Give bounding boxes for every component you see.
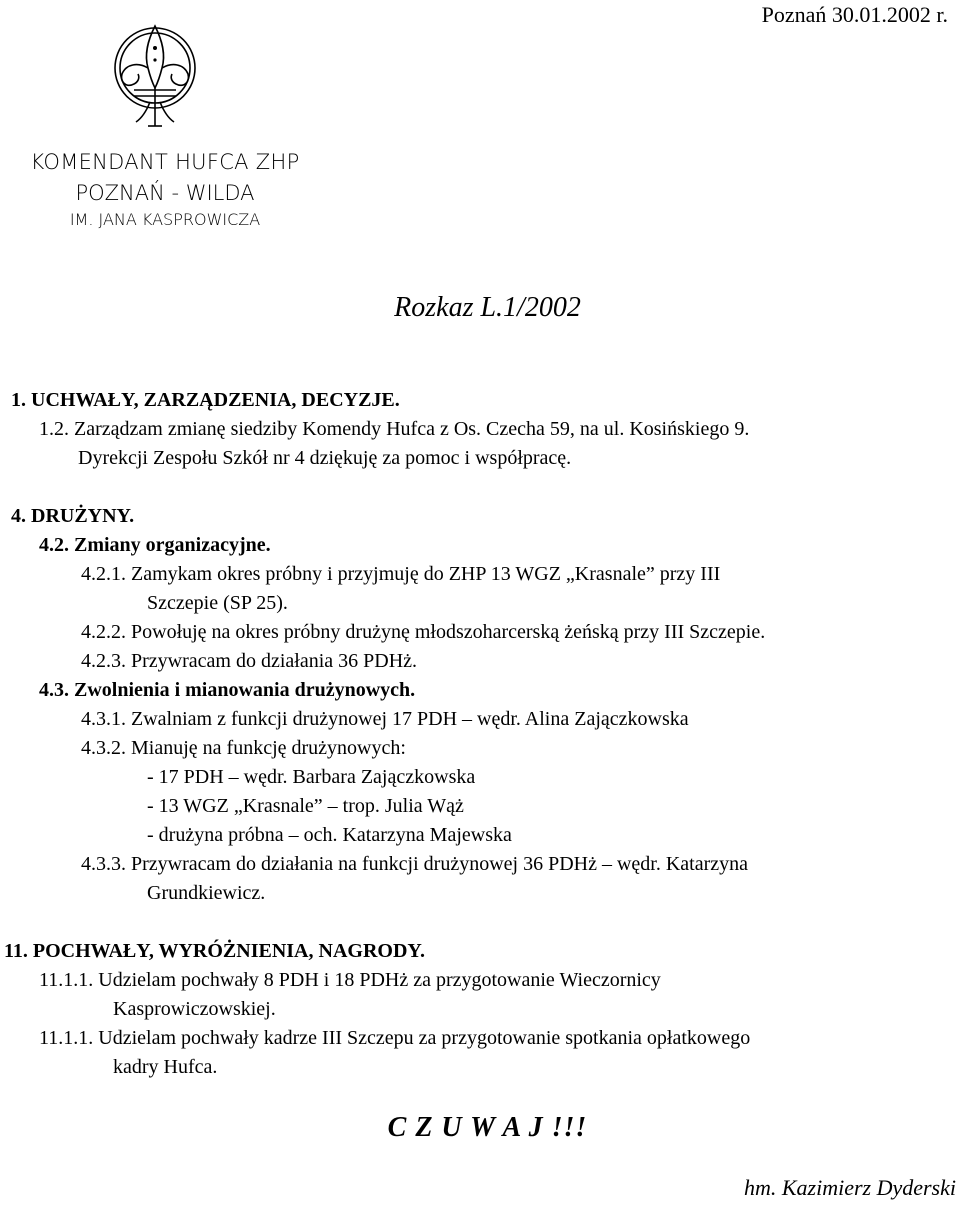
scout-lily-logo-icon	[112, 18, 198, 134]
paragraph-11-1-line1: 11.1.1. Udzielam pochwały 8 PDH i 18 PDHż za przygotowanie Wieczornicy	[39, 969, 661, 991]
paragraph-11-1-line2: Kasprowiczowskiej.	[113, 998, 276, 1020]
section-heading-4: 4. DRUŻYNY.	[11, 505, 135, 527]
appointment-item: - drużyna próbna – och. Katarzyna Majewska	[147, 824, 512, 846]
subsection-4-3: 4.3. Zwolnienia i mianowania drużynowych.	[39, 679, 416, 701]
org-name-line3: IM. JANA KASPROWICZA	[69, 210, 261, 229]
paragraph-4-3-3-line1: 4.3.3. Przywracam do działania na funkcji drużynowej 36 PDHż – wędr. Katarzyna	[81, 853, 749, 875]
paragraph-4-2-1-line1: 4.2.1. Zamykam okres próbny i przyjmuję do ZHP 13 WGZ „Krasnale” przy III	[81, 563, 721, 585]
appointment-item: - 13 WGZ „Krasnale” – trop. Julia Wąż	[147, 795, 464, 817]
closing-greeting: C Z U W A J !!!	[387, 1112, 588, 1143]
paragraph-11-2-line2: kadry Hufca.	[113, 1056, 218, 1078]
org-name-line1: KOMENDANT HUFCA ZHP	[30, 150, 300, 174]
section-heading-1: 1. UCHWAŁY, ZARZĄDZENIA, DECYZJE.	[11, 389, 400, 411]
order-title: Rozkaz L.1/2002	[394, 292, 581, 323]
paragraph-4-3-1: 4.3.1. Zwalniam z funkcji drużynowej 17 PDH – wędr. Alina Zajączkowska	[81, 708, 689, 730]
subsection-4-2-text: 4.2. Zmiany organizacyjne.	[39, 534, 271, 556]
subsection-4-2	[39, 534, 271, 557]
section-heading-11: 11. POCHWAŁY, WYRÓŻNIENIA, NAGRODY.	[4, 940, 425, 962]
paragraph-4-2-1-line2: Szczepie (SP 25).	[147, 592, 288, 614]
document-date: Poznań 30.01.2002 r.	[761, 2, 948, 27]
paragraph-4-3-3-line2: Grundkiewicz.	[147, 882, 266, 904]
paragraph-11-2-line1: 11.1.1. Udzielam pochwały kadrze III Szczepu za przygotowanie spotkania opłatkowego	[39, 1027, 751, 1049]
org-name-line2: POZNAŃ - WILDA	[75, 181, 255, 205]
paragraph-1-2-line2: Dyrekcji Zespołu Szkół nr 4 dziękuję za pomoc i współpracę.	[78, 447, 572, 469]
signature: hm. Kazimierz Dyderski	[743, 1175, 956, 1200]
paragraph-4-3-2: 4.3.2. Mianuję na funkcję drużynowych:	[81, 737, 406, 759]
paragraph-4-2-3: 4.2.3. Przywracam do działania 36 PDHż.	[81, 650, 418, 672]
appointment-item: - 17 PDH – wędr. Barbara Zajączkowska	[147, 766, 476, 788]
paragraph-4-2-2: 4.2.2. Powołuję na okres próbny drużynę młodszoharcerską żeńską przy III Szczepie.	[81, 621, 766, 643]
paragraph-1-2-line1: 1.2. Zarządzam zmianę siedziby Komendy Hufca z Os. Czecha 59, na ul. Kosińskiego 9.	[39, 418, 750, 440]
